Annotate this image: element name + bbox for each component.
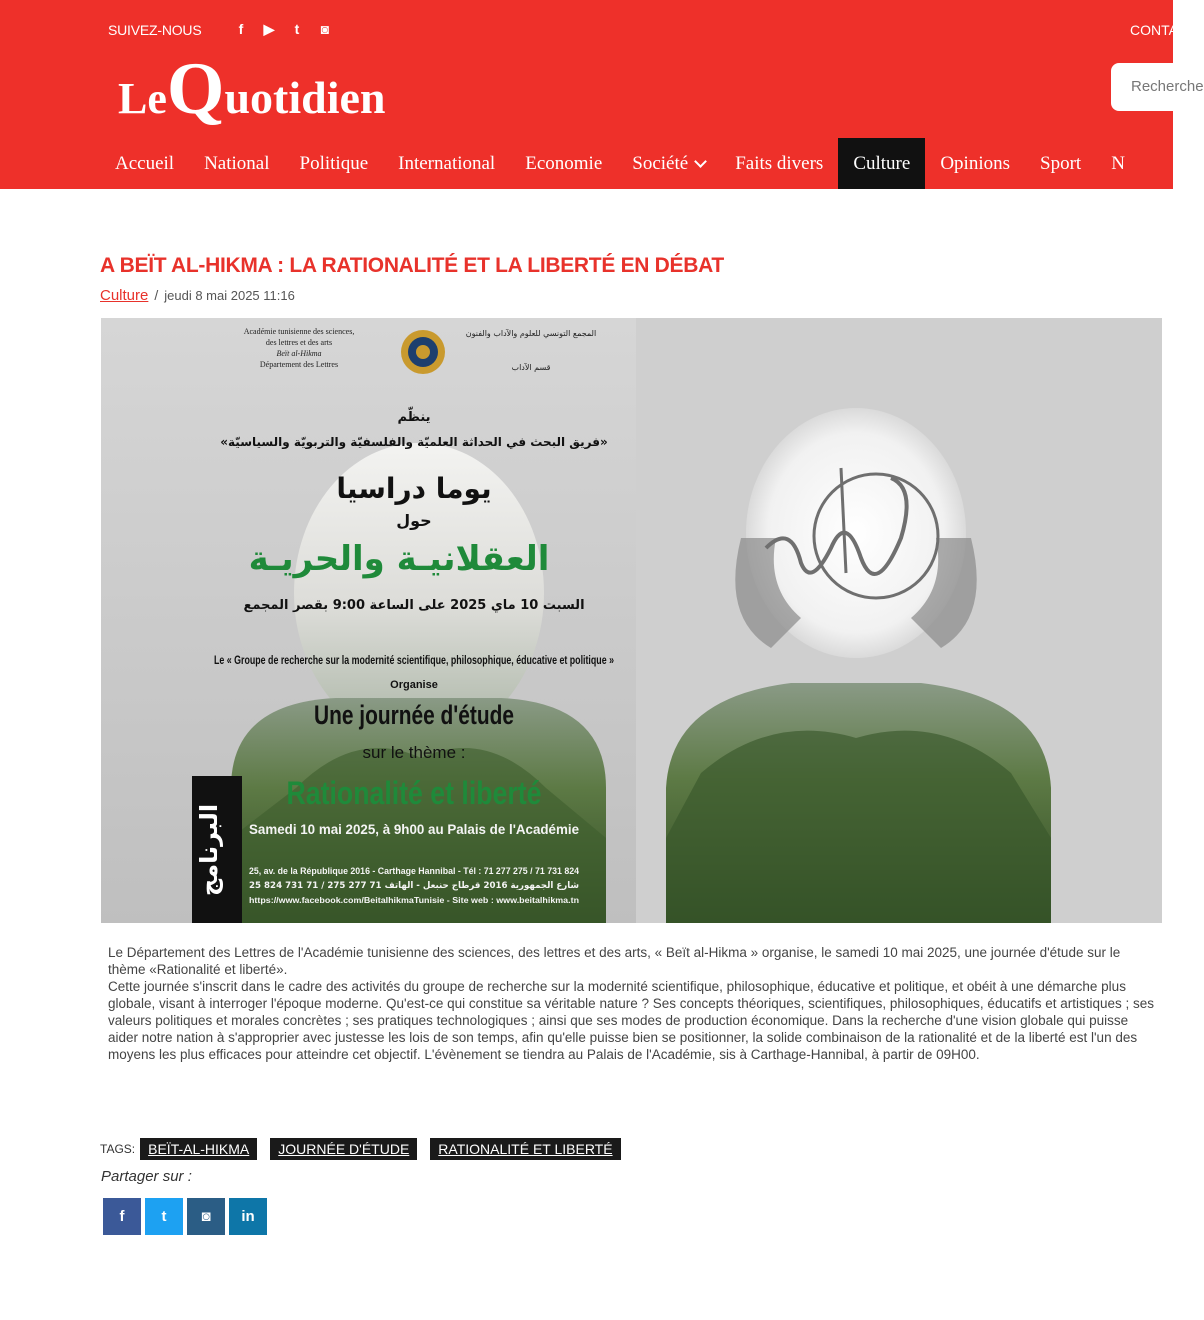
contact-link[interactable]: CONTACT (1130, 22, 1197, 38)
article-body (108, 944, 1158, 1063)
academy-emblem (401, 330, 445, 374)
search-placeholder: Recherche (1131, 78, 1204, 95)
tag-link[interactable]: RATIONALITÉ ET LIBERTÉ (430, 1138, 620, 1160)
poster-addr-1: 25, av. de la République 2016 - Carthage Hannibal - Tél : 71 277 275 / 71 731 824 (249, 866, 579, 876)
poster-graphic (101, 318, 1162, 923)
nav-item-accueil[interactable]: Accueil (115, 152, 175, 174)
article-meta (100, 287, 295, 304)
main-nav (100, 138, 1140, 189)
tags-row (100, 1138, 621, 1160)
youtube-icon[interactable]: ▶ (263, 20, 275, 37)
share-label: Partager sur : (101, 1168, 192, 1185)
facebook-icon[interactable]: f (238, 21, 244, 37)
poster-ar-2: «فريق البحث في الحداثة العلميّة والفلسفيّة والتربويّة والسياسيّة» (220, 435, 608, 449)
tags-label: TAGS: (100, 1142, 136, 1156)
poster-org-ar-1: المجمع التونسي للعلوم والآداب والفنون (465, 329, 597, 338)
nav-item-more[interactable]: N (1111, 152, 1125, 174)
article-paragraph-2: Cette journée s'inscrit dans le cadre des activités du groupe de recherche sur la modernité scientifique, philosophique, éducative et politique, et obéit à une démarche plus globale, visant à interroger l'époque moderne. Qu'est-ce qui constitue sa véritable nature ? Ses concepts théoriques, scientifiques, philosophiques, éducatifs et artistiques ; ses valeurs politiques et morales concrètes ; ses pratiques technologiques ; ainsi que ses modes de production économique. Dans la recherche d'une vision globale qui puisse aider notre nation à s'approprier avec justesse les lois de son temps, afin qu'elle puisse bien se positionner, la solide combinaison de la rationalité et de la liberté est l'un des moyens les plus efficaces pour atteindre cet objectif. L'évènement se tiendra au Palais de l'Académie, sis à Carthage-Hannibal, à partir de 09H00. (108, 979, 1155, 1062)
tag-link[interactable]: BEÏT-AL-HIKMA (140, 1138, 257, 1160)
tag-link[interactable]: JOURNÉE D'ÉTUDE (270, 1138, 417, 1160)
poster-vertical-label: البرنامج (195, 803, 223, 897)
share-twitter-button[interactable] (145, 1198, 183, 1235)
poster-org-fr-3: Beït al-Hikma (276, 349, 322, 358)
poster-fr-3: Une journée d'étude (314, 700, 514, 730)
facebook-icon: f (119, 1208, 125, 1225)
twitter-icon[interactable]: t (294, 21, 300, 37)
search-input[interactable] (1111, 63, 1204, 111)
logo-le: Le (118, 74, 167, 123)
site-logo[interactable] (118, 48, 386, 130)
meta-separator: / (154, 287, 159, 303)
nav-item-national[interactable]: National (204, 152, 270, 174)
header-social-links (232, 20, 334, 38)
poster-org-fr-2: des lettres et des arts (265, 338, 333, 347)
poster-addr-2: 25 شارع الجمهورية 2016 قرطاج حنبعل - الهاتف 71 277 275 / 71 731 824 (249, 881, 582, 891)
nav-item-international[interactable]: International (398, 152, 496, 174)
site-header (0, 0, 1204, 189)
logo-q: Q (166, 48, 225, 130)
article-image (101, 318, 1162, 923)
instagram-icon: ◙ (201, 1208, 211, 1225)
poster-fr-6: Samedi 10 mai 2025, à 9h00 au Palais de l'Académie (249, 821, 580, 837)
poster-ar-5: العقلانيـة والحريـة (248, 539, 550, 579)
poster-fr-5: Rationalité et liberté (286, 775, 542, 811)
nav-item-culture[interactable]: Culture (838, 138, 925, 189)
article-title: A BEÏT AL-HIKMA : LA RATIONALITÉ ET LA LIBERTÉ EN DÉBAT (100, 254, 724, 277)
nav-item-politique[interactable]: Politique (299, 152, 369, 174)
nav-item-sport[interactable]: Sport (1040, 152, 1082, 174)
share-linkedin-button[interactable] (229, 1198, 267, 1235)
twitter-icon: t (161, 1208, 167, 1225)
share-buttons (103, 1198, 267, 1235)
poster-ar-3: يوما دراسيا (336, 472, 492, 505)
chevron-down-icon (694, 155, 707, 168)
poster-addr-3: https://www.facebook.com/BeitalhikmaTunisie - Site web : www.beitalhikma.tn (249, 896, 580, 905)
nav-item-opinions[interactable]: Opinions (940, 152, 1011, 174)
instagram-icon[interactable]: ◙ (320, 21, 330, 37)
article-category-link[interactable]: Culture (100, 287, 149, 304)
follow-label: SUIVEZ-NOUS (108, 22, 202, 38)
poster-org-fr-4: Département des Lettres (259, 360, 339, 369)
nav-item-societe-label: Société (632, 152, 689, 174)
article-date: jeudi 8 mai 2025 11:16 (164, 288, 295, 303)
linkedin-icon: in (241, 1208, 255, 1225)
share-instagram-button[interactable] (187, 1198, 225, 1235)
share-facebook-button[interactable] (103, 1198, 141, 1235)
poster-org-fr-1: Académie tunisienne des sciences, (243, 327, 355, 336)
poster-ar-6: السبت 10 ماي 2025 على الساعة 9:00 بقصر المجمع (243, 598, 585, 613)
nav-item-economie[interactable]: Economie (525, 152, 603, 174)
poster-fr-1: Le « Groupe de recherche sur la modernité scientifique, philosophique, éducative et politique » (214, 653, 615, 667)
logo-rest: uotidien (224, 72, 386, 123)
nav-item-faits-divers[interactable]: Faits divers (735, 152, 824, 174)
poster-fr-4: sur le thème : (362, 743, 466, 762)
poster-ar-4: حول (396, 511, 432, 530)
poster-org-ar-2: قسم الآداب (511, 363, 551, 372)
poster-fr-2: Organise (390, 679, 438, 691)
article-paragraph-1: Le Département des Lettres de l'Académie tunisienne des sciences, des lettres et des arts, « Beït al-Hikma » organise, le samedi 10 mai 2025, une journée d'étude sur le thème «Rationalité et liberté». (108, 945, 1121, 977)
poster-ar-1: ينظّم (397, 410, 431, 425)
nav-item-societe[interactable] (617, 138, 720, 189)
